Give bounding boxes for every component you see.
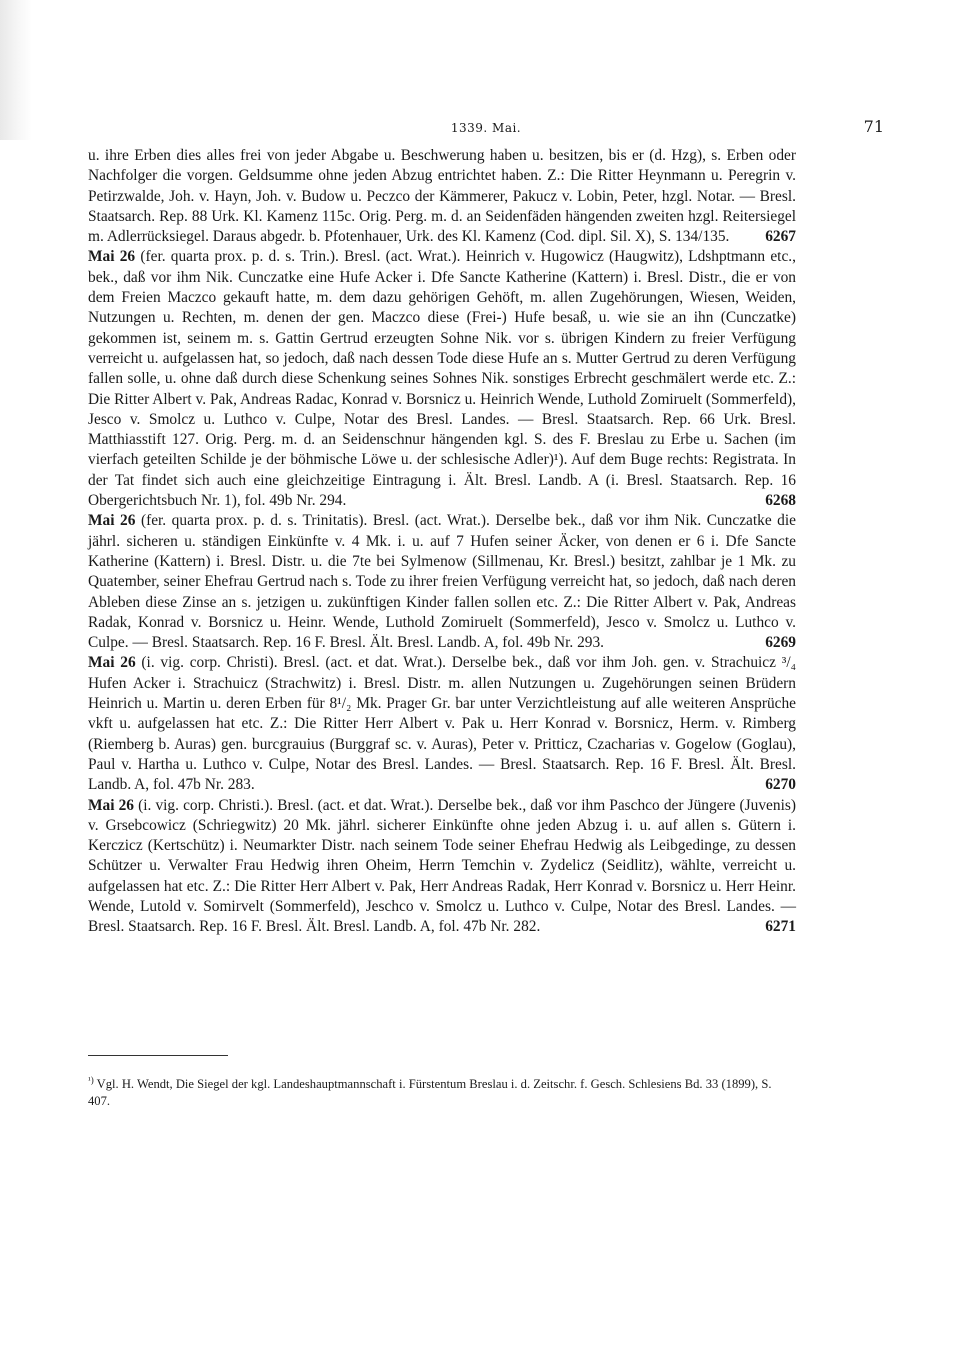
entry-date: Mai 26 <box>88 654 136 672</box>
regest-entry <box>88 653 796 795</box>
regest-number: 6267 <box>765 228 796 246</box>
footnote <box>88 1072 796 1110</box>
entry-text: (i. vig. corp. Christi.). Bresl. (act. et dat. Wrat.). Derselbe bek., daß vor ihm Paschco der Jüngere (Juvenis) v. Grsebcowicz (Schriegwitz) 20 Mk. jährl. sicherer Einkünfte ohne jeden Abzug i. u. auf allen s. Gütern i. Kerczicz (Kertschütz) i. Neumarkter Distr. nach seinem Tode seiner Ehefrau Hedwig als Leibgedinge, zu dessen Schützer u. Verwalter Frau Hedwig ihren Oheim, Herrn Temchin v. Zydelicz (Seidlitz), wählte, verreicht u. aufgelassen hat etc. Z.: Die Ritter Herr Albert v. Pak, Herr Andreas Radak, Herr Konrad v. Borsnicz u. Herr Heinr. Wende, Lutold v. Somirvelt (Sommerfeld), Jeschco v. Smolcz u. Luthco v. Culpe, Notar des Bresl. Landes. — Bresl. Staatsarch. Rep. 16 F. Bresl. Ält. Bresl. Landb. A, fol. 47b Nr. 282. <box>88 796 796 936</box>
regest-entry <box>88 796 796 938</box>
regest-entry <box>88 146 796 247</box>
footnote-divider <box>88 1055 228 1056</box>
entry-text: u. ihre Erben dies alles frei von jeder Abgabe u. Beschwerung haben u. besitzen, bis er (d. Hzg), s. Erben oder Nachfolger die vorgen. Geldsumme ohne jeden Abzug entrichtet haben. Z.: Die Ritter Heynmann u. Peregrin v. Petirzwalde, Joh. v. Hayn, Joh. v. Budow u. Peczco der Kämmerer, Pakucz v. Lobin, Peter, hzgl. Notar. — Bresl. Staatsarch. Rep. 88 Urk. Kl. Kamenz 115c. Orig. Perg. m. d. an Seidenfäden hängenden zweiten hzgl. Reitersiegel m. Adlerrücksiegel. Daraus abgedr. b. Pfotenhauer, Urk. des Kl. Kamenz (Cod. dipl. Sil. X), S. 134/135. <box>88 147 796 246</box>
footnote-text: Vgl. H. Wendt, Die Siegel der kgl. Landeshauptmannschaft i. Fürstentum Breslau i. d. Zeitschr. f. Gesch. Schlesiens Bd. 33 (1899), S. 407. <box>88 1077 772 1109</box>
document-body <box>88 146 796 938</box>
scan-edge-shadow <box>0 0 32 140</box>
entry-text: (fer. quarta prox. p. d. s. Trinitatis). Bresl. (act. Wrat.). Derselbe bek., daß vor ihm Nik. Cunczatke die jährl. sicheren u. ständigen Einkünfte v. 4 Mk. i. u. auf 7 Hufen seiner Äcker, von denen er 6 i. Dfe Sancte Katherine (Kattern) i. Bresl. Distr. u. die 7te bei Sylmenow (Sillmenau, Kr. Bresl.) besitzt, zahlbar je 1 Mk. zu Quatember, seiner Ehefrau Gertrud nach s. Tode zu ihrer freien Verfügung verreicht hat, so jedoch, daß nach deren Ableben diese Zinse an s. jetzigen u. zukünftigen Kinder fallen sollen etc. Z.: Die Ritter Albert v. Pak, Andreas Radak, Konrad v. Borsnicz u. Heinr. Wende, Luthold Zomiruelt (Sommerfeld), Jesco v. Smolcz u. Luthco v. Culpe. — Bresl. Staatsarch. Rep. 16 F. Bresl. Ält. Bresl. Landb. A, fol. 49b Nr. 293. <box>88 512 796 652</box>
footnote-mark: ¹) <box>88 1075 94 1085</box>
regest-number: 6269 <box>765 634 796 652</box>
entry-date: Mai 26 <box>88 512 136 530</box>
entry-date: Mai 26 <box>88 248 136 266</box>
regest-entry <box>88 247 796 511</box>
footnotes <box>88 1072 796 1110</box>
entry-date: Mai 26 <box>88 796 134 814</box>
running-title: 1339. Mai. <box>450 121 522 135</box>
entry-text: (fer. quarta prox. p. d. s. Trin.). Bresl. (act. Wrat.). Heinrich v. Hugowicz (Haugwitz), Ldshptmann etc., bek., daß vor ihm Nik. Cunczatke eine Hufe Acker i. Dfe Sancte Katherine (Kattern) i. Bresl. Distr., die er von dem Freien Maczco gekauft hatte, m. dem dazu gehörigen Gehöft, m. allen Zugehörungen, Wiesen, Weiden, Nutzungen u. Rechten, m. denen der gen. Maczco diese (Frei-) Hufe besaß, u. wie sie an ihn (Cunczatke) gekommen ist, seinem m. s. Gattin Gertrud erzeugten Sohne Nik. vor s. übrigen Kindern zu freier Verfügung verreicht u. aufgelassen hat, so jedoch, daß nach dessen Tode diese Hufe an s. Mutter Gertrud zu deren Verfügung fallen solle, u. ohne daß durch diese Schenkung seines Sohnes Nik. sonstiges Erbrecht geschmälert werde etc. Z.: Die Ritter Albert v. Pak, Andreas Radac, Konrad v. Borsnicz u. Heinrich Wende, Luthold Zomiruelt (Sommerfeld), Jesco v. Smolcz u. Luthco v. Culpe, Notar des Bresl. Landes. — Bresl. Staatsarch. Rep. 66 Urk. Bresl. Matthiasstift 127. Orig. Perg. m. d. an Seidenschnur hängenden kgl. S. des F. Breslau zu Erbe u. Sachen (im vierfach geteilten Schilde je der böhmische Löwe u. der schlesische Adler)¹). Auf dem Buge rechts: Registrata. In der Tat findet sich auch eine gleichzeitige Eintragung i. Ält. Bresl. Landb. A (i. Bresl. Staatsarch. Rep. 16 Obergerichtsbuch Nr. 1), fol. 49b Nr. 294. <box>88 248 796 510</box>
regest-number: 6271 <box>765 918 796 936</box>
entry-text: (i. vig. corp. Christi). Bresl. (act. et dat. Wrat.). Derselbe bek., daß vor ihm Joh. gen. v. Strachuicz ³/₄ Hufen Acker i. Strachuicz (Strachwitz) i. Bresl. Distr. m. allen Nutzungen u. Zugehörungen seinen Brüdern Heinrich u. Martin u. deren Erben für 8¹/₂ Mk. Prager Gr. bar unter Verzichtleistung auf alle weiteren Ansprüche vkft u. aufgelassen hat etc. Z.: Die Ritter Herr Albert v. Pak u. Herr Konrad v. Borsnicz, Herm. v. Rimberg (Riemberg b. Auras) gen. burcgrauius (Burggraf sc. v. Auras), Peter v. Pritticz, Czacharias v. Gogelow (Goglau), Paul v. Hartha u. Luthco v. Culpe, Notar des Bresl. Landes. — Bresl. Staatsarch. Rep. 16 F. Bresl. Ält. Bresl. Landb. A, fol. 47b Nr. 283. <box>88 654 796 794</box>
page-number: 71 <box>863 117 884 136</box>
page-header <box>88 117 884 139</box>
regest-number: 6270 <box>765 776 796 794</box>
regest-entry <box>88 511 796 653</box>
regest-number: 6268 <box>765 492 796 510</box>
